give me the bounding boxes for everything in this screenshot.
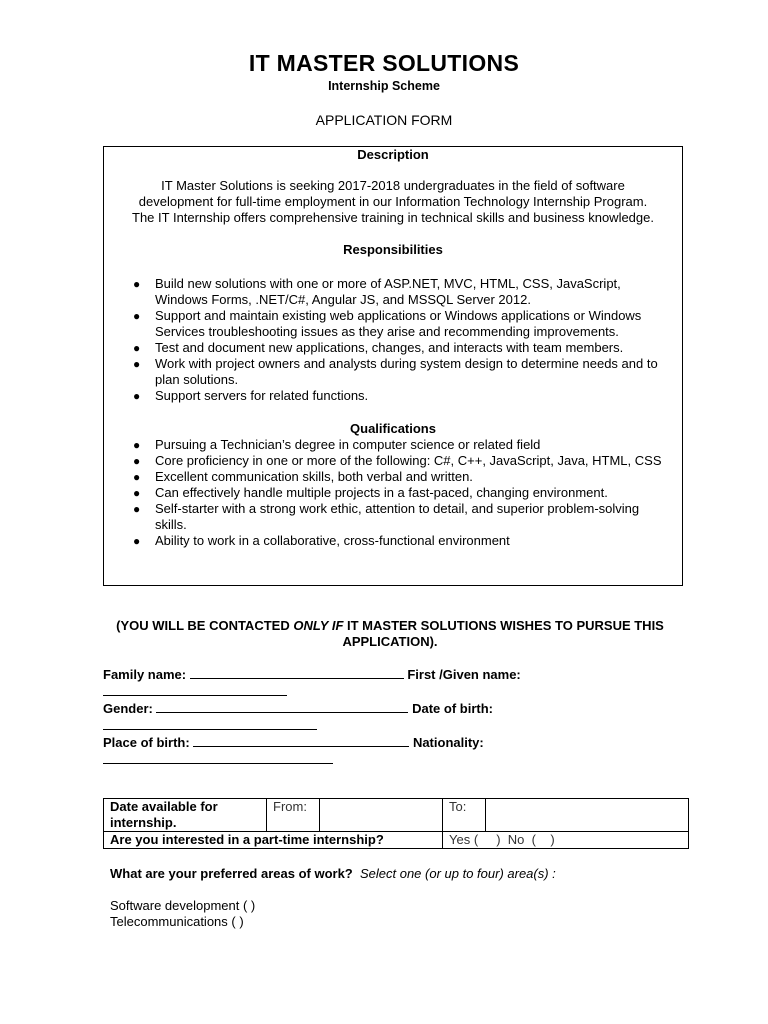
list-item xyxy=(104,437,682,453)
table-row xyxy=(104,799,689,832)
company-title: IT MASTER SOLUTIONS xyxy=(248,50,520,76)
description-line: IT Master Solutions is seeking 2017-2018 undergraduates in the field of software xyxy=(161,178,625,193)
scheme-subtitle: Internship Scheme xyxy=(328,79,440,93)
notice-text: IT MASTER SOLUTIONS WISHES TO PURSUE THIS APPLICATION). xyxy=(342,618,664,649)
list-item xyxy=(104,356,682,388)
date-available-label: Date available for internship. xyxy=(104,799,267,832)
list-item xyxy=(104,533,682,549)
qualification-text: Core proficiency in one or more of the following: C#, C++, JavaScript, Java, HTML, CSS xyxy=(155,453,662,468)
bullet-icon: ● xyxy=(133,438,141,452)
list-item xyxy=(104,388,682,404)
first-name-field[interactable] xyxy=(103,683,287,696)
areas-list xyxy=(110,898,255,930)
notice-text: (YOU WILL BE CONTACTED xyxy=(116,618,294,633)
list-item xyxy=(104,308,682,340)
first-name-label: First /Given name: xyxy=(407,667,521,682)
bullet-icon: ● xyxy=(133,534,141,548)
qualification-text: Self-starter with a strong work ethic, attention to detail, and superior problem-solving skills. xyxy=(155,501,640,532)
qualifications-list xyxy=(104,437,682,549)
responsibilities-heading: Responsibilities xyxy=(343,242,443,257)
bullet-icon: ● xyxy=(133,277,141,291)
area-option-telecommunications[interactable]: Telecommunications ( ) xyxy=(110,914,244,929)
responsibility-text: Support and maintain existing web applications or Windows applications or Windows Services troubleshooting issues as they arise and recommending improvements. xyxy=(155,308,642,339)
description-line: development for full-time employment in our Information Technology Internship Program. xyxy=(138,194,648,209)
job-description-box xyxy=(103,146,683,586)
list-item xyxy=(104,276,682,308)
list-item xyxy=(104,340,682,356)
notice-emphasis: ONLY IF xyxy=(293,618,344,633)
bullet-icon: ● xyxy=(133,470,141,484)
parttime-question: Are you interested in a part-time internship? xyxy=(104,832,443,849)
to-date-field[interactable] xyxy=(486,799,689,832)
bullet-icon: ● xyxy=(133,486,141,500)
qualification-text: Excellent communication skills, both verbal and written. xyxy=(155,469,473,484)
bullet-icon: ● xyxy=(133,341,141,355)
name-row xyxy=(103,666,521,683)
list-item xyxy=(104,453,682,469)
yes-option[interactable]: Yes ( ) xyxy=(449,832,501,847)
list-item xyxy=(104,469,682,485)
place-of-birth-label: Place of birth: xyxy=(103,735,190,750)
responsibility-text: Build new solutions with one or more of ASP.NET, MVC, HTML, CSS, JavaScript, Windows Forms, .NET/C#, Angular JS, and MSSQL Server 2012. xyxy=(155,276,621,307)
bullet-icon: ● xyxy=(133,502,141,516)
family-name-label: Family name: xyxy=(103,667,187,682)
first-name-line-row xyxy=(103,683,287,700)
list-item xyxy=(104,485,682,501)
nationality-line-row xyxy=(103,751,333,768)
place-row xyxy=(103,734,484,751)
responsibility-text: Test and document new applications, changes, and interacts with team members. xyxy=(155,340,624,355)
qualifications-heading: Qualifications xyxy=(350,421,436,436)
list-item xyxy=(104,501,682,533)
responsibility-text: Work with project owners and analysts during system design to determine needs and to plan solutions. xyxy=(155,356,658,387)
area-option-software-development[interactable]: Software development ( ) xyxy=(110,898,256,913)
date-of-birth-label: Date of birth: xyxy=(412,701,493,716)
bullet-icon: ● xyxy=(133,389,141,403)
bullet-icon: ● xyxy=(133,454,141,468)
availability-table xyxy=(103,798,689,849)
description-line: The IT Internship offers comprehensive training in technical skills and business knowledge. xyxy=(132,210,654,225)
no-option[interactable]: No ( ) xyxy=(507,832,555,847)
contact-notice xyxy=(90,618,690,650)
areas-question-label: What are your preferred areas of work? xyxy=(110,866,353,881)
areas-hint: Select one (or up to four) area(s) : xyxy=(359,866,556,881)
description-heading: Description xyxy=(357,147,429,162)
preferred-areas-question xyxy=(110,866,556,882)
bullet-icon: ● xyxy=(133,309,141,323)
nationality-label: Nationality: xyxy=(412,735,484,750)
place-of-birth-field[interactable] xyxy=(193,734,409,747)
from-label: From: xyxy=(267,799,320,832)
date-of-birth-field[interactable] xyxy=(103,717,317,730)
nationality-field[interactable] xyxy=(103,751,333,764)
to-label: To: xyxy=(443,799,486,832)
bullet-icon: ● xyxy=(133,357,141,371)
gender-row xyxy=(103,700,493,717)
gender-field[interactable] xyxy=(156,700,408,713)
from-date-field[interactable] xyxy=(320,799,443,832)
qualification-text: Pursuing a Technician’s degree in computer science or related field xyxy=(155,437,541,452)
qualification-text: Can effectively handle multiple projects in a fast-paced, changing environment. xyxy=(155,485,608,500)
dob-line-row xyxy=(103,717,317,734)
family-name-field[interactable] xyxy=(190,666,404,679)
responsibility-text: Support servers for related functions. xyxy=(155,388,369,403)
form-title: APPLICATION FORM xyxy=(315,112,453,128)
parttime-options xyxy=(443,832,689,849)
qualification-text: Ability to work in a collaborative, cross-functional environment xyxy=(155,533,510,548)
responsibilities-list xyxy=(104,276,682,404)
table-row xyxy=(104,832,689,849)
description-text xyxy=(104,178,682,226)
gender-label: Gender: xyxy=(103,701,153,716)
